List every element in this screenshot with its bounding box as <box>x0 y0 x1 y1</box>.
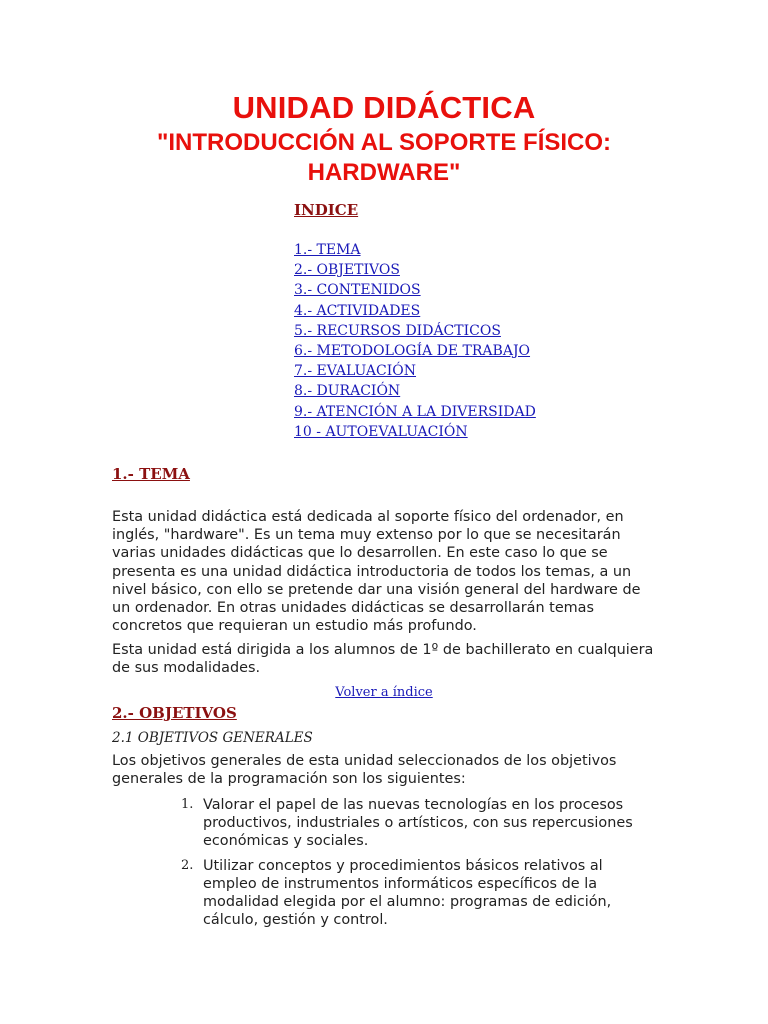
subtitle-line-1: "INTRODUCCIÓN AL SOPORTE FÍSICO: <box>156 129 612 156</box>
index-heading: INDICE <box>294 201 359 219</box>
tema-paragraph-1: Esta unidad didáctica está dedicada al soporte físico del ordenador, en inglés, "hardware". Es un tema muy extenso por lo que se necesitarán varias unidades didácticas que lo desarrollen. En este caso lo que se presenta es una unidad didáctica introductoria de todos los temas, a un nivel básico, con ello se pretende dar una visión general del hardware de un ordenador. En otras unidades didácticas se desarrollarán temas concretos que requieran un estudio más profundo. <box>112 509 641 635</box>
index-item <box>294 280 536 300</box>
list-item-number: 2. <box>181 857 194 873</box>
index-link-tema[interactable]: 1.- TEMA <box>294 242 361 258</box>
section-heading-tema: 1.- TEMA <box>112 465 190 483</box>
index-link-autoevaluacion[interactable]: 10 - AUTOEVALUACIÓN <box>294 423 468 440</box>
tema-paragraph-2: Esta unidad está dirigida a los alumnos de 1º de bachillerato en cualquiera de sus modalidades. <box>112 642 654 677</box>
index-item <box>294 341 536 361</box>
list-item <box>112 796 657 851</box>
list-item-text: Valorar el papel de las nuevas tecnologías en los procesos productivos, industriales o artísticos, con sus repercusiones económicas y sociales. <box>203 797 633 850</box>
index-link-objetivos[interactable]: 2.- OBJETIVOS <box>294 262 400 279</box>
list-item <box>112 857 657 930</box>
section-heading-objetivos: 2.- OBJETIVOS <box>112 704 237 722</box>
index-link-contenidos[interactable]: 3.- CONTENIDOS <box>294 282 421 299</box>
page-subtitle <box>0 128 768 188</box>
subtitle-line-2: HARDWARE" <box>307 159 461 186</box>
objetivos-list <box>112 796 657 935</box>
index-list <box>294 240 536 442</box>
index-item <box>294 422 536 442</box>
index-item <box>294 381 536 401</box>
index-link-actividades[interactable]: 4.- ACTIVIDADES <box>294 302 421 319</box>
index-link-recursos[interactable]: 5.- RECURSOS DIDÁCTICOS <box>294 322 501 339</box>
page-title: UNIDAD DIDÁCTICA <box>232 90 536 125</box>
index-item <box>294 321 536 341</box>
index-link-diversidad[interactable]: 9.- ATENCIÓN A LA DIVERSIDAD <box>294 403 536 420</box>
index-item <box>294 301 536 321</box>
subsection-heading: 2.1 OBJETIVOS GENERALES <box>112 730 313 746</box>
index-item <box>294 402 536 422</box>
back-to-index-link[interactable]: Volver a índice <box>335 685 433 700</box>
list-item-number: 1. <box>181 797 194 812</box>
index-link-metodologia[interactable]: 6.- METODOLOGÍA DE TRABAJO <box>294 342 531 359</box>
index-item <box>294 240 536 260</box>
list-item-text: Utilizar conceptos y procedimientos básicos relativos al empleo de instrumentos informáticos específicos de la modalidad elegida por el alumno: programas de edición, cálculo, gestión y control. <box>203 857 612 929</box>
index-item <box>294 260 536 280</box>
index-link-duracion[interactable]: 8.- DURACIÓN <box>294 383 401 400</box>
objetivos-intro: Los objetivos generales de esta unidad seleccionados de los objetivos generales de la programación son los siguientes: <box>112 753 617 788</box>
index-item <box>294 361 536 381</box>
index-link-evaluacion[interactable]: 7.- EVALUACIÓN <box>294 363 417 380</box>
